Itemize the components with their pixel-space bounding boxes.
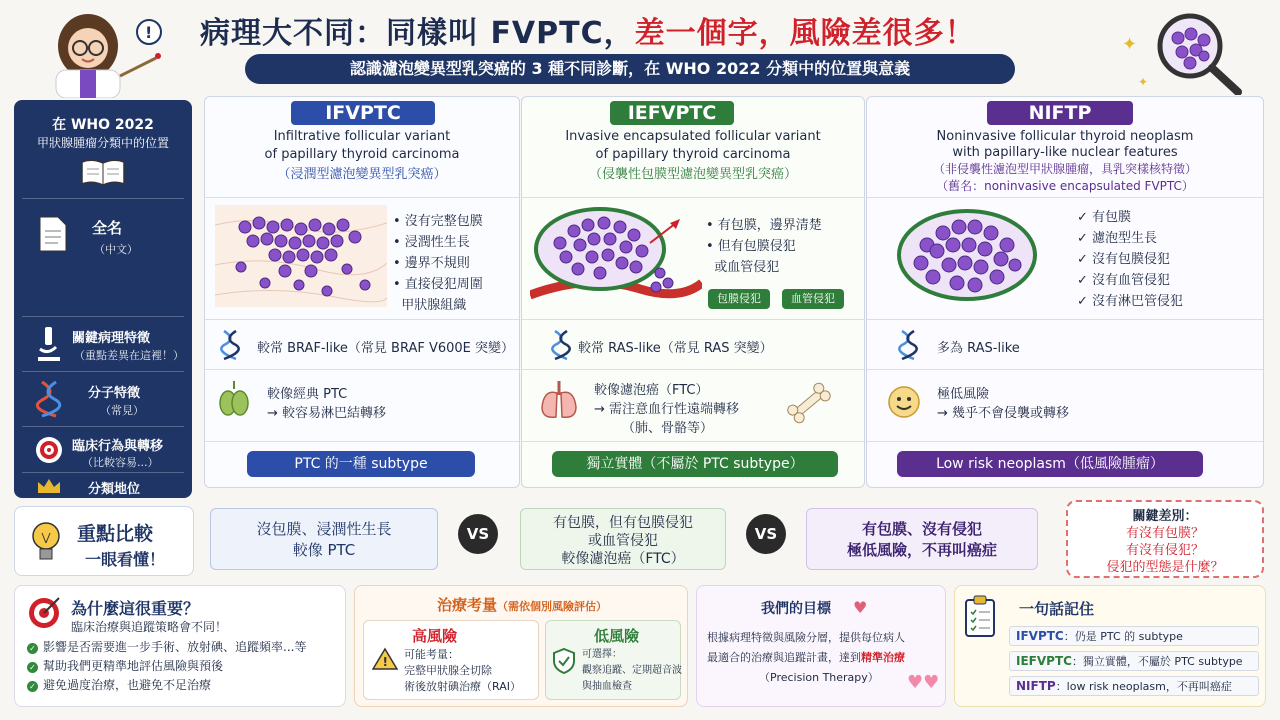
status-badge: PTC 的一種 subtype — [247, 451, 475, 477]
column-zh: （浸潤型濾泡變異型乳突癌） — [277, 167, 447, 182]
dna-icon — [550, 329, 572, 365]
compare-label-sub: 一眼看懂！ — [85, 550, 166, 569]
compare-line: 有包膜、沒有侵犯 — [861, 520, 982, 538]
feature-list — [393, 211, 483, 316]
why-title: 為什麼這很重要？ — [71, 599, 200, 618]
why-lead: 臨床治療與追蹤策略會不同！ — [71, 620, 228, 634]
molecular-text: 多為 RAS-like — [937, 341, 1020, 356]
clipboard-icon — [963, 594, 997, 642]
vs-badge: VS — [458, 514, 498, 554]
svg-text:✦: ✦ — [1138, 75, 1149, 89]
encapsulated-noninvasive-illustration — [893, 205, 1041, 309]
clinical-line: → 較容易淋巴結轉移 — [267, 406, 387, 421]
compare-label-main: 重點比較 — [77, 523, 154, 545]
compare-label-box — [14, 506, 194, 576]
warning-icon — [372, 647, 398, 675]
high-risk-text: 可能考量： 完整甲狀腺全切除 術後放射碘治療（RAI） — [404, 648, 521, 693]
compare-ifvptc — [210, 508, 438, 570]
feature-list — [706, 215, 822, 278]
sidebar-head-line2: 甲狀腺腫瘤分類中的位置 — [36, 136, 169, 150]
clinical-line: → 幾乎不會侵襲或轉移 — [937, 406, 1070, 421]
target-icon — [34, 435, 64, 469]
page-title-main: 病理大不同：同樣叫 FVPTC， — [200, 16, 635, 51]
compare-line: 有包膜，但有包膜侵犯 — [553, 515, 693, 531]
clinical-text — [267, 385, 386, 423]
molecular-text: 較常 RAS-like（常見 RAS 突變） — [578, 341, 773, 356]
lung-icon — [538, 379, 580, 425]
column-ifvptc — [204, 96, 520, 488]
why-list — [27, 638, 306, 695]
check-icon: ✓ — [27, 681, 38, 692]
sidebar-row-status — [22, 472, 184, 498]
feature-item: ✓ 有包膜 — [1077, 210, 1132, 225]
high-risk-title: 高風險 — [412, 627, 458, 645]
tag-capsular-invasion: 包膜侵犯 — [708, 289, 770, 309]
column-code: NIFTP — [987, 101, 1133, 125]
column-eng-line1: Noninvasive follicular thyroid neoplasm — [936, 129, 1194, 144]
feature-item: ✓ 沒有血管侵犯 — [1077, 273, 1171, 288]
divider — [522, 441, 864, 442]
divider — [867, 197, 1263, 198]
summary-row: IFVPTC：仍是 PTC 的 subtype — [1009, 626, 1259, 646]
compare-line: 極低風險，不再叫癌症 — [846, 541, 997, 559]
sidebar-row-pathology — [22, 316, 184, 371]
lightbulb-icon — [29, 519, 63, 569]
compare-line: 較像 PTC — [292, 541, 356, 559]
key-difference-title: 關鍵差別： — [1132, 509, 1198, 524]
divider — [205, 197, 519, 198]
feature-item: 甲狀腺組織 — [393, 298, 467, 313]
clinical-text — [594, 381, 739, 438]
compare-iefvptc — [520, 508, 726, 570]
column-zh-former-name: （舊名：noninvasive encapsulated FVPTC） — [936, 179, 1194, 193]
low-risk-box — [545, 620, 681, 700]
microscope-icon — [34, 325, 64, 367]
svg-text:✦: ✦ — [1122, 34, 1138, 55]
column-zh: （非侵襲性濾泡型甲狀腺腫瘤，具乳突樣核特徵） — [932, 162, 1197, 176]
divider — [867, 319, 1263, 320]
sidebar-row-sub: （比較容易...） — [82, 456, 159, 469]
clinical-line: 較像經典 PTC — [267, 387, 348, 402]
hearts-icon: ♥♥ — [907, 672, 940, 693]
document-icon — [38, 215, 68, 257]
sidebar-row-sub: （常見） — [100, 404, 144, 417]
why-item: ✓ 幫助我們更精準地評估風險與預後 — [27, 657, 306, 676]
column-eng-line2: of papillary thyroid carcinoma — [595, 147, 791, 162]
feature-item: • 有包膜，邊界清楚 — [706, 218, 822, 233]
feature-list — [1077, 207, 1183, 312]
divider — [522, 319, 864, 320]
bone-icon — [784, 379, 834, 431]
key-difference-line: 侵犯的型態是什麼？ — [1106, 560, 1224, 575]
feature-item: ✓ 沒有淋巴管侵犯 — [1077, 294, 1184, 309]
column-code: IEFVPTC — [610, 101, 734, 125]
sidebar-row-title: 分子特徵 — [88, 386, 141, 401]
feature-item: 或血管侵犯 — [706, 260, 780, 275]
feature-item: • 浸潤性生長 — [393, 235, 470, 250]
goal-card — [696, 585, 946, 707]
tag-vascular-invasion: 血管侵犯 — [782, 289, 844, 309]
divider — [522, 369, 864, 370]
sidebar-row-title: 關鍵病理特徵 — [72, 331, 151, 346]
goal-text: 根據病理特徵與風險分層，提供每位病人 最適合的治療與追蹤計畫，達到精準治療 （Precision Therapy） — [707, 631, 905, 684]
clinical-line: 較像濾泡癌（FTC） — [594, 383, 709, 398]
smile-face-icon — [887, 385, 921, 423]
divider — [205, 369, 519, 370]
sidebar-head-line1: 在 WHO 2022 — [52, 117, 154, 133]
column-code: IFVPTC — [291, 101, 435, 125]
sidebar-row-title: 分類地位 — [88, 482, 141, 497]
page-title-accent: 差一個字，風險差很多！ — [634, 16, 976, 51]
summary-title: 一句話記住 — [1019, 600, 1095, 618]
divider — [867, 369, 1263, 370]
feature-item: ✓ 沒有包膜侵犯 — [1077, 252, 1171, 267]
high-risk-box — [363, 620, 539, 700]
feature-item: • 但有包膜侵犯 — [706, 239, 796, 254]
book-icon — [14, 158, 192, 190]
doctor-avatar — [38, 6, 168, 98]
summary-card — [954, 585, 1266, 707]
column-eng-line2: with papillary-like nuclear features — [952, 145, 1178, 160]
column-eng-line2: of papillary thyroid carcinoma — [264, 147, 460, 162]
page-title — [200, 8, 1100, 52]
sidebar-row-sub: （中文） — [94, 243, 138, 256]
clinical-text — [937, 385, 1069, 423]
sidebar-row-fullname — [22, 198, 184, 316]
feature-item: • 邊界不規則 — [393, 256, 470, 271]
why-item: ✓ 影響是否需要進一步手術、放射碘、追蹤頻率...等 — [27, 638, 306, 657]
check-icon: ✓ — [27, 662, 38, 673]
svg-text:!: ! — [145, 23, 153, 42]
why-important-card — [14, 585, 346, 707]
infiltrative-cells-illustration — [215, 205, 387, 311]
treatment-title: 治療考量（需依個別風險評估） — [436, 596, 607, 614]
feature-item: • 沒有完整包膜 — [393, 214, 483, 229]
encapsulated-invasion-illustration — [530, 203, 702, 313]
dna-icon — [219, 329, 241, 365]
compare-line: 較像濾泡癌（FTC） — [561, 551, 685, 567]
sidebar — [14, 100, 192, 498]
status-badge: Low risk neoplasm（低風險腫瘤） — [897, 451, 1203, 477]
divider — [867, 441, 1263, 442]
vs-badge: VS — [746, 514, 786, 554]
why-item: ✓ 避免過度治療，也避免不足治療 — [27, 676, 306, 695]
clinical-line: （肺、骨骼等） — [622, 421, 714, 436]
dna-icon — [34, 380, 64, 422]
shield-check-icon — [552, 647, 576, 679]
heart-icon: ♥ — [853, 598, 868, 617]
goal-title: 我們的目標 — [761, 601, 831, 617]
dna-icon — [897, 329, 919, 365]
sidebar-row-molecular — [22, 371, 184, 426]
key-difference-line: 有沒有侵犯？ — [1125, 543, 1204, 558]
compare-line: 或血管侵犯 — [588, 533, 658, 549]
check-icon: ✓ — [27, 643, 38, 654]
column-eng-line1: Infiltrative follicular variant — [273, 129, 451, 144]
clinical-line: 極低風險 — [937, 387, 990, 402]
column-eng-line1: Invasive encapsulated follicular variant — [565, 129, 821, 144]
column-iefvptc — [521, 96, 865, 488]
column-zh: （侵襲性包膜型濾泡變異型乳突癌） — [588, 167, 797, 182]
clinical-line: → 需注意血行性遠端轉移 — [594, 402, 740, 417]
summary-row: IEFVPTC：獨立實體，不屬於 PTC subtype — [1009, 651, 1259, 671]
crown-icon — [36, 477, 62, 499]
key-difference-box — [1066, 500, 1264, 578]
sidebar-row-title: 臨床行為與轉移 — [72, 439, 164, 454]
sidebar-row-title: 全名 — [92, 219, 123, 237]
summary-row: NIFTP：low risk neoplasm，不再叫癌症 — [1009, 676, 1259, 696]
column-niftp — [866, 96, 1264, 488]
divider — [205, 319, 519, 320]
target-icon — [27, 596, 61, 634]
page-subtitle: 認識濾泡變異型乳突癌的 3 種不同診斷，在 WHO 2022 分類中的位置與意義 — [245, 54, 1015, 84]
lymph-node-icon — [217, 381, 251, 423]
sidebar-row-clinical — [22, 426, 184, 472]
magnifier-icon — [1120, 10, 1270, 95]
sidebar-row-sub: （重點差異在這裡！） — [74, 349, 184, 362]
compare-line: 沒包膜、浸潤性生長 — [256, 520, 392, 538]
divider — [205, 441, 519, 442]
low-risk-text: 可選擇： 觀察追蹤、定期超音波 與抽血檢查 — [582, 649, 682, 692]
low-risk-title: 低風險 — [594, 627, 640, 645]
divider — [522, 197, 864, 198]
molecular-text: 較常 BRAF-like（常見 BRAF V600E 突變） — [257, 341, 515, 356]
treatment-card — [354, 585, 688, 707]
status-badge: 獨立實體（不屬於 PTC subtype） — [552, 451, 838, 477]
feature-item: ✓ 濾泡型生長 — [1077, 231, 1158, 246]
feature-item: • 直接侵犯周圍 — [393, 277, 483, 292]
key-difference-line: 有沒有包膜？ — [1125, 526, 1204, 541]
svg-text:!: ! — [382, 655, 388, 669]
compare-niftp — [806, 508, 1038, 570]
